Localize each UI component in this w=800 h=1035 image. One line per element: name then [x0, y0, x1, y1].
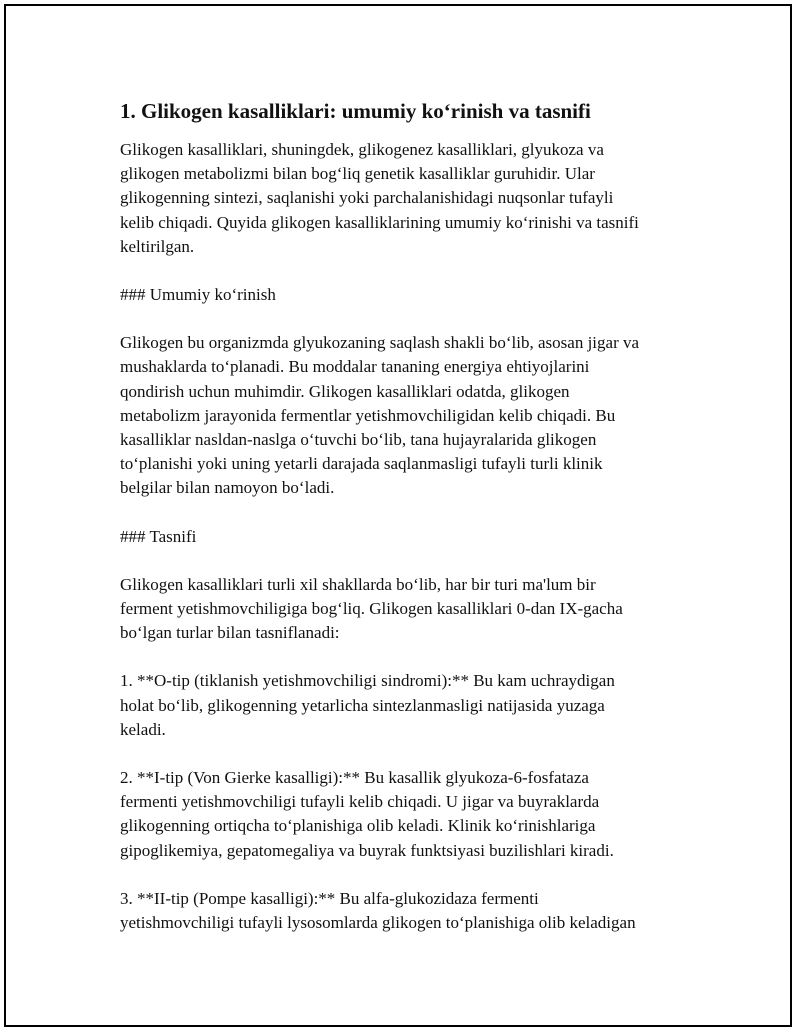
list-item: 2. **I-tip (Von Gierke kasalligi):** Bu kasallik glyukoza-6-fosfataza fermenti yetishmovchiligi tufayli kelib chiqadi. U jigar va buyraklarda glikogenning ortiqcha to‘planishiga olib keladi. Klinik ko‘rinishlariga gipoglikemiya, gepatomegaliya va buyrak funktsiyasi buzilishlari kiradi.	[120, 768, 614, 860]
section-heading-overview: ### Umumiy ko‘rinish	[120, 285, 276, 305]
document-title: 1. Glikogen kasalliklari: umumiy ko‘rinish va tasnifi	[120, 99, 591, 123]
classification-paragraph: Glikogen kasalliklari turli xil shakllarda bo‘lib, har bir turi ma'lum bir ferment yetishmovchiligiga bog‘liq. Glikogen kasalliklari 0-dan IX-gacha bo‘lgan turlar bilan tasniflanadi:	[120, 574, 623, 643]
intro-paragraph: Glikogen kasalliklari, shuningdek, glikogenez kasalliklari, glyukoza va glikogen metabolizmi bilan bog‘liq genetik kasalliklar guruhidir. Ular glikogenning sintezi, saqlanishi yoki parchalanishidagi nuqsonlar tufayli kelib chiqadi. Quyida glikogen kasalliklarining umumiy ko‘rinishi va tasnifi keltirilgan.	[120, 140, 639, 256]
page-frame	[4, 4, 792, 1027]
document-body	[120, 98, 700, 935]
list-item: 3. **II-tip (Pompe kasalligi):** Bu alfa-glukozidaza fermenti yetishmovchiligi tufayli lysosomlarda glikogen to‘planishiga olib keladigan	[120, 888, 636, 933]
overview-paragraph: Glikogen bu organizmda glyukozaning saqlash shakli bo‘lib, asosan jigar va mushaklarda to‘planadi. Bu moddalar tananing energiya ehtiyojlarini qondirish uchun muhimdir. Glikogen kasalliklari odatda, glikogen metabolizm jarayonida fermentlar yetishmovchiligidan kelib chiqadi. Bu kasalliklar nasldan-naslga o‘tuvchi bo‘lib, tana hujayralarida glikogen to‘planishi yoki uning yetarli darajada saqlanmasligi tufayli turli klinik belgilar bilan namoyon bo‘ladi.	[120, 333, 640, 498]
list-item: 1. **O-tip (tiklanish yetishmovchiligi sindromi):** Bu kam uchraydigan holat bo‘lib, glikogenning yetarlicha sintezlanmasligi natijasida yuzaga keladi.	[120, 671, 615, 739]
section-heading-classification: ### Tasnifi	[120, 526, 197, 546]
